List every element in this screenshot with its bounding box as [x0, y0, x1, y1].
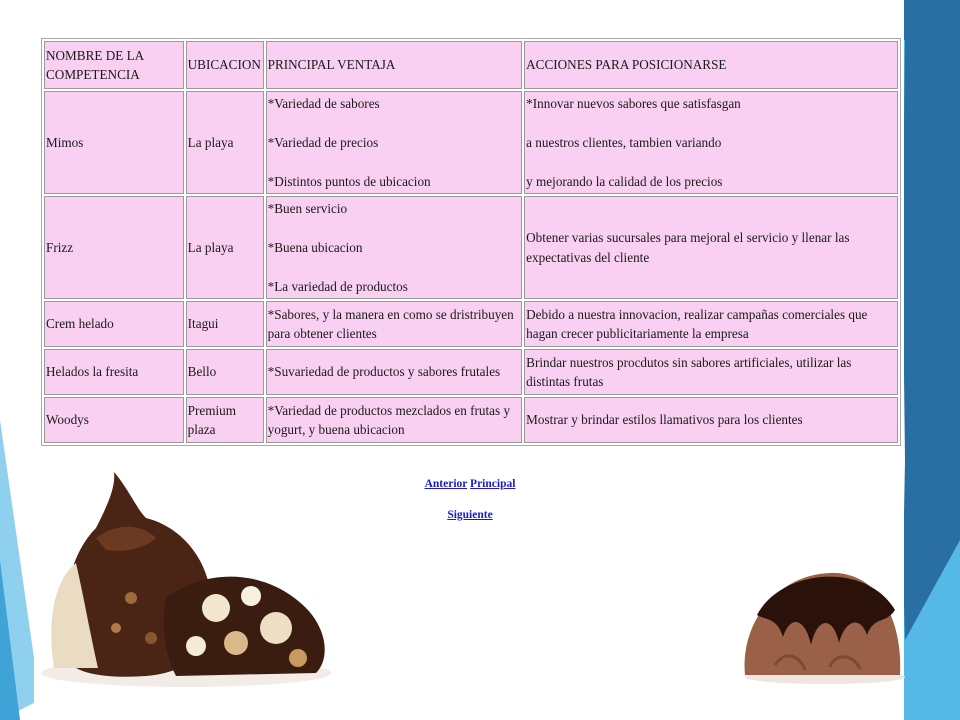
table-row: [44, 196, 898, 299]
competitor-advantage: [266, 91, 523, 194]
table-row: [44, 349, 898, 395]
competitor-actions: Obtener varias sucursales para mejoral el servicio y llenar las expectativas del cliente: [524, 196, 898, 299]
advantage-line: *Variedad de precios: [267, 134, 379, 150]
header-advantage: PRINCIPAL VENTAJA: [266, 41, 523, 89]
competitor-actions: [524, 91, 898, 194]
competitor-location: La playa: [186, 91, 264, 194]
competitor-advantage: *Variedad de productos mezclados en frutas y yogurt, y buena ubicacion: [266, 397, 523, 443]
competitor-location: Itagui: [186, 301, 264, 347]
advantage-line: *Buena ubicacion: [267, 239, 363, 255]
table-row: [44, 397, 898, 443]
competitor-location: La playa: [186, 196, 264, 299]
competitor-name: Crem helado: [44, 301, 184, 347]
header-actions: ACCIONES PARA POSICIONARSE: [524, 41, 898, 89]
table-row: [44, 301, 898, 347]
action-line: a nuestros clientes, tambien variando: [526, 134, 722, 150]
chocolate-scoop-image: [735, 555, 905, 685]
header-location: UBICACION: [186, 41, 264, 89]
competitor-advantage: *Suvariedad de productos y sabores frutales: [266, 349, 523, 395]
competitor-location: Bello: [186, 349, 264, 395]
competitor-actions: Debido a nuestra innovacion, realizar campañas comerciales que hagan crecer publicitariamente la empresa: [524, 301, 898, 347]
action-line: y mejorando la calidad de los precios: [526, 174, 723, 190]
action-line: *Innovar nuevos sabores que satisfasgan: [526, 95, 741, 111]
home-link[interactable]: Principal: [470, 478, 516, 490]
table-header-row: [44, 41, 898, 89]
competitor-name: Woodys: [44, 397, 184, 443]
advantage-line: *Buen servicio: [267, 200, 348, 216]
advantage-line: *Distintos puntos de ubicacion: [267, 174, 431, 190]
competitor-advantage: *Sabores, y la manera en como se dristribuyen para obtener clientes: [266, 301, 523, 347]
competitor-name: Helados la fresita: [44, 349, 184, 395]
competitor-name: Mimos: [44, 91, 184, 194]
advantage-line: *La variedad de productos: [267, 279, 408, 295]
competitor-actions: Brindar nuestros procdutos sin sabores artificiales, utilizar las distintas frutas: [524, 349, 898, 395]
competition-table: [41, 38, 901, 446]
competitor-advantage: [266, 196, 523, 299]
previous-link[interactable]: Anterior: [424, 478, 468, 490]
advantage-line: *Variedad de sabores: [267, 95, 380, 111]
competitor-actions: Mostrar y brindar estilos llamativos para los clientes: [524, 397, 898, 443]
header-name: NOMBRE DE LA COMPETENCIA: [44, 41, 184, 89]
table-row: [44, 91, 898, 194]
competitor-name: Frizz: [44, 196, 184, 299]
competitor-location: Premium plaza: [186, 397, 264, 443]
chocolate-ice-cream-image: [36, 468, 336, 688]
next-link[interactable]: Siguiente: [447, 509, 493, 521]
